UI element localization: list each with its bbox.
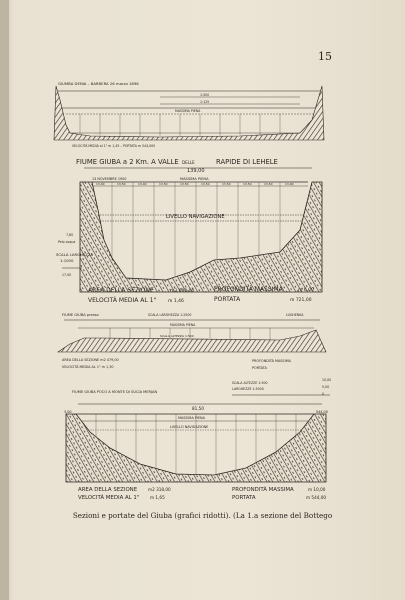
fig2-flood-label: MASSIMA PIENA (180, 177, 209, 181)
fig3-title: FIUME GIUBA presso (62, 313, 99, 317)
section-3 (58, 313, 326, 370)
fig4-portata-label: PORTATA (232, 495, 256, 501)
fig2-bay-value: 13,50 (159, 182, 168, 187)
fig3-right-label: LUGHENKA (286, 313, 304, 317)
fig2-title-left: FIUME GIUBA a 2 Km. A VALLE (76, 158, 179, 166)
fig3-left-area: AREA DELLA SEZIONE m2 479,00 (62, 358, 119, 362)
fig3-scale-label: SCALA LARGHEZZA 1:2500 (148, 313, 192, 317)
fig4-prof-value: m 10,00 (308, 487, 326, 492)
figure-caption: Sezioni e portate del Giuba (grafici ridotti). (La 1.a sezione del Bottego (72, 511, 333, 520)
page-number: 15 (318, 50, 332, 63)
section-2 (56, 158, 322, 304)
fig2-title-right: RAPIDE DI LEHELE (216, 158, 278, 166)
fig2-bay-value: 13,50 (180, 182, 189, 187)
fig4-vel-value: m 1,65 (150, 495, 165, 500)
fig2-bay-value: 13,50 (222, 182, 231, 187)
fig2-bay-value: 13,00 (138, 182, 147, 187)
fig1-bottom: VELOCITÀ MEDIA al 1" m 1,45 – PORTATA m 544,000 (72, 144, 156, 148)
fig2-width-label: 139,00 (187, 168, 205, 174)
fig4-right-tag: 544,00 (316, 410, 328, 414)
fig4-vel-label: VELOCITÀ MEDIA AL 1" (78, 495, 140, 501)
fig4-right-num-2: 0 (322, 392, 325, 396)
fig4-right-num-1: 5,00 (322, 385, 330, 389)
fig2-area-value: m2 680,00 (170, 289, 195, 294)
fig2-nav-label: LIVELLO NAVIGAZIONE (166, 214, 225, 220)
fig4-area-value: m2 318,00 (148, 487, 171, 492)
fig2-bay-value: 13,50 (243, 182, 252, 187)
fig4-area-label: AREA DELLA SEZIONE (78, 487, 138, 493)
fig3-left-vel: VELOCITÀ MEDIA AL 1" m 1,30 (62, 365, 114, 369)
fig4-nav-label: LIVELLO NAVIGAZIONE (170, 425, 209, 429)
fig2-bay-value: 13,50 (201, 182, 210, 187)
fig4-flood-label: MASSIMA PIENA (178, 416, 205, 420)
fig4-prof-label: PROFONDITÀ MASSIMA (232, 487, 294, 493)
fig2-vel-label: VELOCITÀ MEDIA AL 1" (88, 297, 157, 304)
fig1-scale-b: 1:125 (200, 100, 210, 104)
fig3-right-portata: PORTATA (252, 366, 267, 370)
fig2-prof-label: PROFONDITÀ MASSIMA (214, 286, 283, 293)
fig2-bay-value: 13,00 (285, 182, 294, 187)
fig2-bay-value: 13,00 (96, 182, 105, 187)
fig2-left-tag-mid: Pelo acqua (58, 240, 76, 244)
fig2-prof-value: m 6,00 (298, 288, 314, 293)
fig2-scale-value: 1:1000 (60, 258, 74, 263)
fig2-left-tag-top: 7,80 (66, 233, 74, 237)
fig2-area-label: AREA DELLA SEZIONE (88, 287, 154, 294)
fig2-title-mid: DELLE (182, 160, 195, 165)
fig4-left-tag: 3,00 (64, 410, 72, 414)
section-1 (54, 81, 324, 148)
fig4-right-num-0: 10,00 (322, 378, 332, 382)
section-4 (64, 378, 331, 501)
fig2-depth-tag: 17,00 (62, 273, 72, 277)
fig2-portata-label: PORTATA (214, 296, 241, 303)
fig1-mid-label: MASSIMA PIENA (175, 109, 201, 113)
fig3-mid-label: MASSIMA PIENA (170, 323, 196, 327)
fig4-width: 81,50 (192, 406, 204, 411)
fig1-scale-a: 1:500 (200, 93, 210, 97)
fig4-title: FIUME GIUBA POCO A MONTE DI SUCIA MERJAN (72, 390, 158, 394)
fig2-bay-values (96, 182, 294, 186)
fig2-scale-label: SCALA LARGHEZZA (56, 252, 94, 257)
fig2-bay-value: 13,50 (264, 182, 273, 187)
fig4-scale-alt: SCALA ALTEZZE 1:500 (232, 381, 268, 385)
fig3-right-prof: PROFONDITÀ MASSIMA (252, 359, 291, 363)
fig2-vel-value: m 1,46 (168, 299, 184, 304)
fig2-bay-value: 13,50 (117, 182, 126, 187)
fig1-title: GIUMBA DENIA – BARBERA 26 marzo 1896 (58, 81, 139, 86)
fig2-portata-value: m 721,00 (290, 298, 312, 303)
fig4-portata-value: m 544,00 (306, 495, 327, 500)
fig2-date-label: 13 NOVEMBRE 1900 (92, 177, 127, 181)
fig3-depth-label: SCALA ALTEZZA 1:500 (160, 334, 194, 338)
fig4-scale-lar: LARGHEZZE 1:5000 (232, 387, 264, 391)
